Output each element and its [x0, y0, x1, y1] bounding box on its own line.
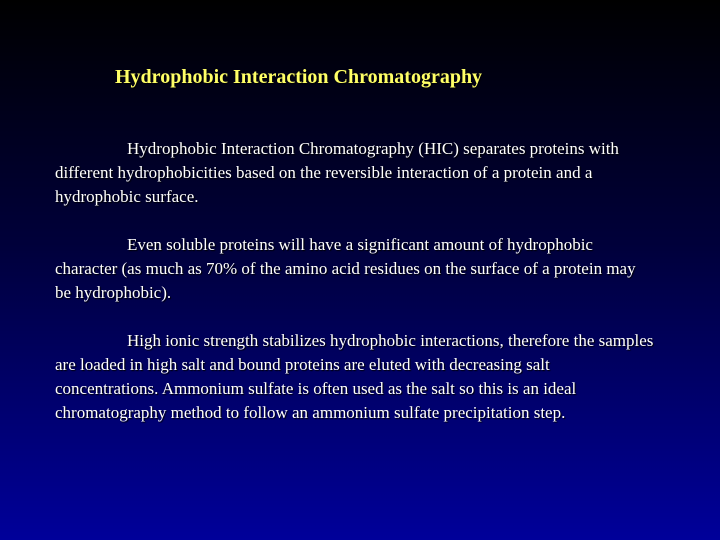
paragraph-ionic-strength: High ionic strength stabilizes hydrophobic interactions, therefore the samples are loaded in high salt and bound proteins are eluted with decreasing salt concentrations. Ammonium sulfate is often used as the salt so this is an ideal chromatography method to follow an ammonium sulfate precipitation step. [55, 331, 654, 422]
slide-title: Hydrophobic Interaction Chromatography [115, 66, 483, 88]
slide-body [55, 137, 655, 449]
paragraph-hydrophobic-character: Even soluble proteins will have a significant amount of hydrophobic character (as much as 70% of the amino acid residues on the surface of a protein may be hydrophobic). [55, 235, 636, 302]
paragraph-hic-definition: Hydrophobic Interaction Chromatography (HIC) separates proteins with different hydrophobicities based on the reversible interaction of a protein and a hydrophobic surface. [55, 139, 619, 206]
